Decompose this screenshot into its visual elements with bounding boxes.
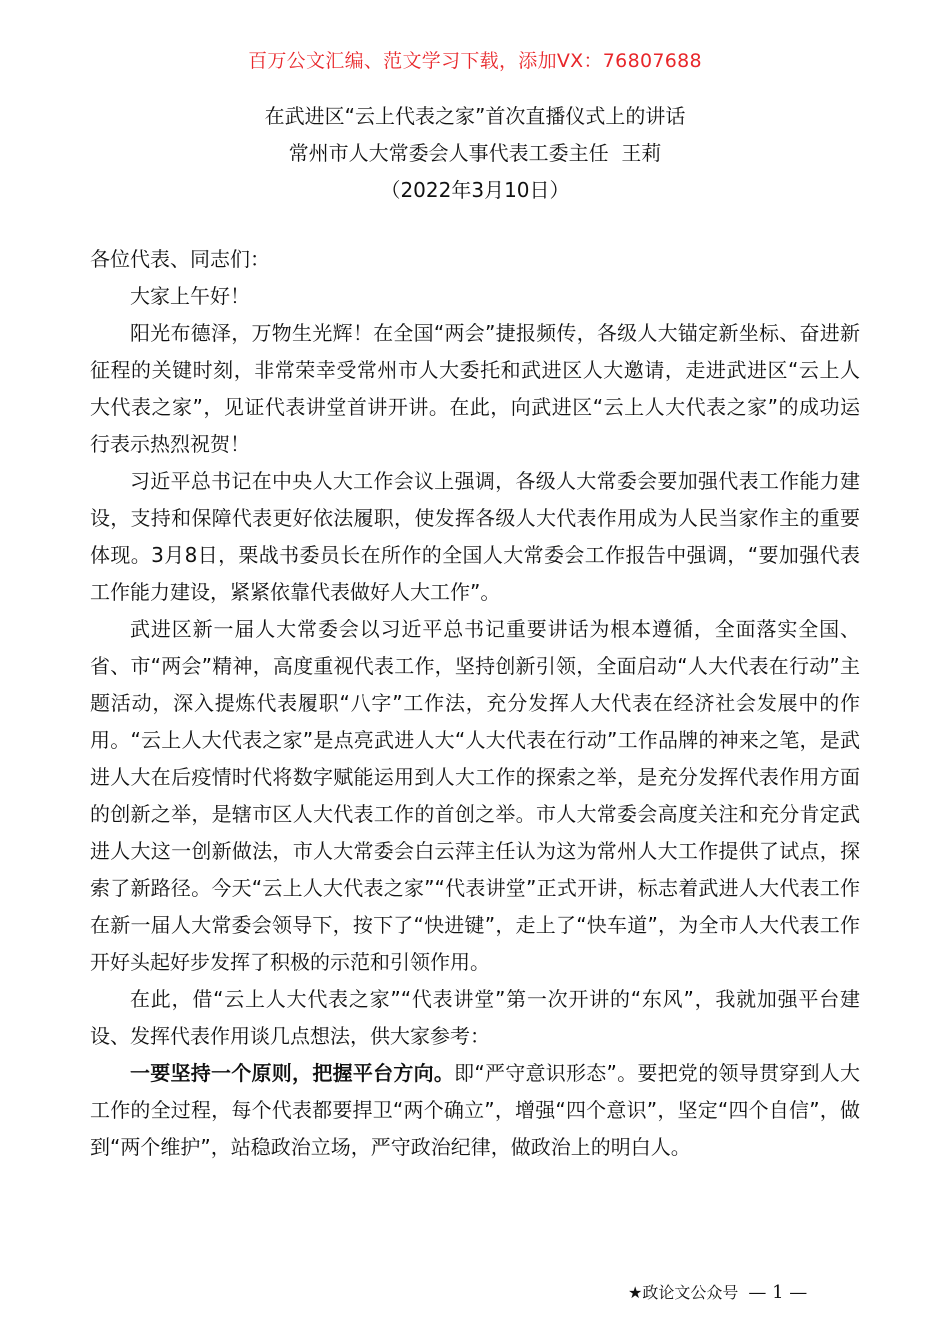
paragraph-wujin-work: 武进区新一届人大常委会以习近平总书记重要讲话为根本遵循，全面落实全国、省、市“两会”精神，高度重视代表工作，坚持创新引领，全面启动“人大代表在行动”主题活动，深入提炼代表履职“八字”工作法，充分发挥人大代表在经济社会发展中的作用。“云上人大代表之家”是点亮武进人大“人大代表在行动”工作品牌的神来之笔，是武进人大在后疫情时代将数字赋能运用到人大工作的探索之举，是充分发挥代表作用方面的创新之举，是辖市区人大代表工作的首创之举。市人大常委会高度关注和充分肯定武进人大这一创新做法，市人大常委会白云萍主任认为这为常州人大工作提供了试点，探索了新路径。今天“云上人大代表之家”“代表讲堂”正式开讲，标志着武进人大代表工作在新一届人大常委会领导下，按下了“快进键”，走上了“快车道”，为全市人大代表工作开好头起好步发挥了积极的示范和引领作用。 [90, 617, 860, 974]
point-one-text: 即“严守意识形态”。要把党的领导贯穿到人大工作的全过程，每个代表都要捍卫“两个确立”，增强“四个意识”，坚定“四个自信”，做到“两个维护”，站稳政治立场，严守政治纪律，做政治上的明白人。 [90, 1061, 860, 1159]
page-number: — 1 — [748, 1282, 808, 1303]
speaker-line: 常州市人大常委会人事代表工委主任 王莉 [288, 141, 662, 165]
point-one-heading: 一要坚持一个原则，把握平台方向。 [130, 1061, 455, 1085]
paragraph-congrats: 阳光布德泽，万物生光辉！在全国“两会”捷报频传，各级人大锚定新坐标、奋进新征程的关键时刻，非常荣幸受常州市人大委托和武进区人大邀请，走进武进区“云上人大代表之家”，见证代表讲堂首讲开讲。在此，向武进区“云上人大代表之家”的成功运行表示热烈祝贺！ [90, 321, 860, 456]
speech-date: （2022年3月10日） [380, 178, 570, 202]
paragraph-intro-points: 在此，借“云上人大代表之家”“代表讲堂”第一次开讲的“东风”，我就加强平台建设、发挥代表作用谈几点想法，供大家参考： [90, 987, 860, 1048]
salutation: 各位代表、同志们： [90, 247, 270, 271]
point-one [90, 1055, 860, 1166]
speech-body [90, 241, 860, 1166]
paragraph-xi-speech: 习近平总书记在中央人大工作会议上强调，各级人大常委会要加强代表工作能力建设，支持和保障代表更好依法履职，使发挥各级人大代表作用成为人民当家作主的重要体现。3月8日，栗战书委员长在所作的全国人大常委会工作报告中强调，“要加强代表工作能力建设，紧紧依靠代表做好人大工作”。 [90, 469, 860, 604]
greeting: 大家上午好！ [130, 284, 250, 308]
page-footer [628, 1280, 807, 1303]
download-banner: 百万公文汇编、范文学习下载，添加VX：76807688 [248, 50, 702, 72]
document-header [0, 98, 950, 209]
document-title: 在武进区“云上代表之家”首次直播仪式上的讲话 [264, 104, 686, 128]
footer-source: ★政论文公众号 [628, 1283, 739, 1302]
